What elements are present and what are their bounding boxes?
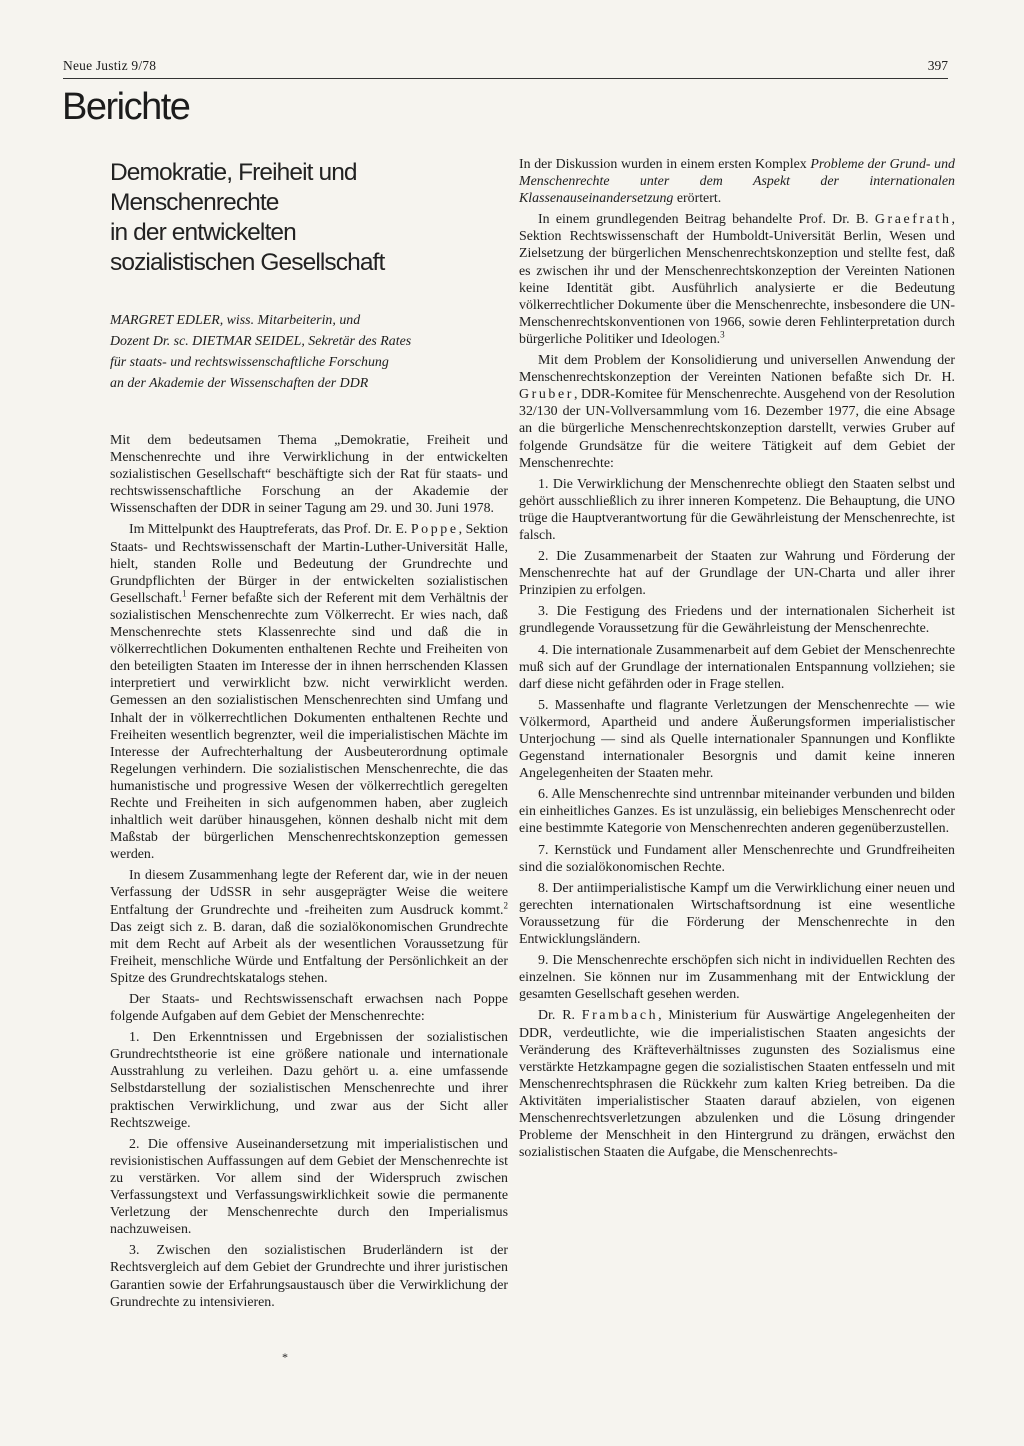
principle-item: 5. Massenhafte und flagrante Verletzungen der Menschenrechte — wie Völkermord, Apartheid und andere Äußerungsformen imperialistischer Unterjochung — sind als Quelle internationaler Spannungen und Konflikte Gegenstand internationaler Besorgnis und damit keine inneren Angelegenheiten der Staaten mehr.	[519, 697, 955, 782]
speaker-name: Poppe	[410, 522, 459, 538]
speaker-name: Gruber	[519, 387, 574, 403]
principle-item: 4. Die internationale Zusammenarbeit auf dem Gebiet der Menschenrechte muß sich auf der Grundlage der internationalen Entspannung vollziehen; sie darf diese nicht gefährden oder in Frage stellen.	[519, 642, 955, 692]
principle-item: 7. Kernstück und Fundament aller Menschenrechte und Grundfreiheiten sind die sozialökonomischen Rechte.	[519, 842, 955, 875]
principle-item: 8. Der antiimperialistische Kampf um die Verwirklichung einer neuen und gerechten internationalen Wirtschaftsordnung ist eine wesentliche Voraussetzung für die Förderung der Menschenrechte in den Entwicklungsländern.	[519, 880, 955, 948]
journal-issue: Neue Justiz 9/78	[63, 58, 157, 73]
byline-line: Dozent Dr. sc. DIETMAR SEIDEL, Sekretär des Rates	[110, 334, 412, 349]
byline-line: für staats- und rechtswissenschaftliche Forschung	[110, 355, 389, 370]
principle-item: 1. Die Verwirklichung der Menschenrechte obliegt den Staaten selbst und gehört ausschließlich zu ihrer inneren Kompetenz. Die Behauptung, die UNO trüge die Hauptverantwortung für die Gewährleistung der Menschenrechte, ist falsch.	[519, 476, 955, 543]
header-rule	[63, 78, 948, 79]
article-title-line: Demokratie, Freiheit und Menschenrechte	[110, 159, 357, 216]
task-item: 1. Den Erkenntnissen und Ergebnissen der sozialistischen Grundrechtstheorie ist eine größere nationale und internationale Ausstrahlung zu verleihen. Dazu gehört u. a. eine umfassende Selbstdarstellung der sozialistischen Menschenrechte und ihrer praktischen Verwirklichung, und zwar aus der Sicht aller Rechtszweige.	[110, 1030, 508, 1131]
left-column	[110, 150, 508, 1315]
article-title-line: sozialistischen Gesellschaft	[110, 249, 385, 276]
byline-line: MARGRET EDLER, wiss. Mitarbeiterin, und	[110, 313, 361, 328]
right-column	[519, 156, 955, 1165]
byline-line: an der Akademie der Wissenschaften der DDR	[110, 376, 369, 391]
task-item: 2. Die offensive Auseinandersetzung mit imperialistischen und revisionistischen Auffassungen auf dem Gebiet der Menschenrechte ist zu verstärken. Vor allem sind der Widerspruch zwischen Verfassungstext und Verfassungswirklichkeit sowie die permanente Verletzung der Menschenrechte durch den Imperialismus nachzuweisen.	[110, 1136, 508, 1238]
section-title: Berichte	[62, 86, 190, 128]
paragraph-main-report: Im Mittelpunkt des Hauptreferats, das Prof. Dr. E. Poppe, Sektion Staats- und Rechtswissenschaft der Martin-Luther-Universität Halle, hielt, standen Rolle und Bedeutung der Grundrechte und Grundpflichten der Bürger in der entwickelten sozialistischen Gesellschaft.$^1$ Ferner befaßte sich der Referent mit dem Verhältnis der sozialistischen Menschenrechte zum Völkerrecht. Er wies nach, daß Menschenrechte stets Klassenrechte sind und daß die in völkerrechtlichen Dokumenten enthaltenen Rechte und Freiheiten von den beteiligten Staaten im Interesse der in ihnen herrschenden Klassen interpretiert und verwirklicht bzw. nicht verwirklicht werden. Gemessen an den sozialistischen Menschenrechten sind Umfang und Inhalt der in völkerrechtlichen Dokumenten enthaltenen Rechte und Freiheiten wesentlich begrenzter, weil die imperialistischen Mächte im Interesse der Aufrechterhaltung der Ausbeuterordnung optimale Regelungen verhindern. Die sozialistischen Menschenrechte, die das humanistische und progressive Wesen der völkerrechtlich geregelten Rechte und Freiheiten in sich aufgenommen haben, aber zugleich inhaltlich weit darüber hinausgehen, können deshalb nicht mit dem Maßstab der bürgerlichen Menschenrechtskonzeption gemessen werden.	[110, 522, 509, 863]
principle-item: 2. Die Zusammenarbeit der Staaten zur Wahrung und Förderung der Menschenrechte hat auf der Grundlage der UN-Charta und aller ihrer Prinzipien zu erfolgen.	[519, 549, 955, 599]
running-head	[63, 58, 948, 80]
footnote-ref[interactable]: 1	[182, 588, 187, 599]
principle-item: 3. Die Festigung des Friedens und der internationalen Sicherheit ist grundlegende Voraussetzung für die Gewährleistung der Menschenrechte.	[519, 604, 955, 637]
paragraph-tasks-intro: Der Staats- und Rechtswissenschaft erwachsen nach Poppe folgende Aufgaben auf dem Gebiet der Menschenrechte:	[110, 992, 508, 1025]
paragraph-graefrath: In einem grundlegenden Beitrag behandelte Prof. Dr. B. Graefrath, Sektion Rechtswissenschaft der Humboldt-Universität Berlin, Wesen und Zielsetzung der bürgerlichen Menschenrechtskonzeption und stellte fest, daß es zwischen ihr und der Menschenrechtskonzeption der Vereinten Nationen keine Identität gibt. Ausführlich analysierte er die Bedeutung völkerrechtlicher Dokumente über die Menschenrechte, insbesondere die UN-Menschenrechtskonventionen von 1966, sowie deren Fehlinterpretation durch bürgerliche Politiker und Ideologen.$^3$	[519, 212, 955, 347]
footnote-ref[interactable]: 2	[503, 899, 508, 910]
paragraph-udssr: In diesem Zusammenhang legte der Referent dar, wie in der neuen Verfassung der UdSSR in sehr ausgeprägter Weise die weitere Entfaltung der Grundrechte und -freiheiten zum Ausdruck kommt.$^2$ Das zeigt sich z. B. daran, daß die sozialökonomischen Grundrechte mit dem Recht auf Arbeit als der wesentlichen Voraussetzung für Freiheit, menschliche Würde und Entfaltung der Persönlichkeit an der Spitze des Grundrechtskatalogs stehen.	[110, 868, 508, 986]
paragraph-discussion: In der Diskussion wurden in einem ersten Komplex Probleme der Grund- und Menschenrechte unter dem Aspekt der internationalen Klassenauseinandersetzung erörtert.	[519, 157, 955, 207]
paragraph-gruber: Mit dem Problem der Konsolidierung und universellen Anwendung der Menschenrechtskonzeption der Vereinten Nationen befaßte sich Dr. H. Gruber, DDR-Komitee für Menschenrechte. Ausgehend von der Resolution 32/130 der UN-Vollversammlung vom 16. Dezember 1977, die eine Absage an die bürgerliche Menschenrechtskonzeption darstellt, verwies Gruber auf folgende Grundsätze für die weitere Tätigkeit auf dem Gebiet der Menschenrechte:	[519, 353, 955, 471]
footnote-ref[interactable]: 3	[720, 329, 725, 340]
principle-item: 9. Die Menschenrechte erschöpfen sich nicht in individuellen Rechten des einzelnen. Sie können nur im Zusammenhang mit der Entwicklung der gesamten Gesellschaft gesehen werden.	[519, 953, 955, 1003]
speaker-name: Frambach	[581, 1008, 659, 1024]
byline	[110, 312, 508, 392]
paragraph-frambach: Dr. R. Frambach, Ministerium für Auswärtige Angelegenheiten der DDR, verdeutlichte, wie die imperialistischen Staaten angesichts der Veränderung des Kräfteverhältnisses zugunsten des Sozialismus eine verstärkte Hetzkampagne gegen die sozialistischen Staaten entfesseln und mit Menschenrechtsphrasen die Rückkehr zum kalten Krieg betreiben. Da die Aktivitäten imperialistischer Staaten darauf abzielen, von eigenen Menschenrechtsverletzungen abzulenken und die Lösung dringender Probleme der Menschheit in den Hintergrund zu drängen, erwächst den sozialistischen Staaten die Aufgabe, die Menschenrechts-	[519, 1008, 955, 1161]
speaker-name: Graefrath	[874, 212, 952, 228]
page-number: 397	[927, 58, 948, 73]
paragraph-intro: Mit dem bedeutsamen Thema „Demokratie, Freiheit und Menschenrechte und ihre Verwirklichung in der entwickelten sozialistischen Gesellschaft“ beschäftigte sich der Rat für staats- und rechtswissenschaftliche Forschung an der Akademie der Wissenschaften der DDR in seiner Tagung am 29. und 30. Juni 1978.	[110, 433, 508, 517]
article-title-line: in der entwickelten	[110, 219, 296, 246]
task-item: 3. Zwischen den sozialistischen Bruderländern ist der Rechtsvergleich auf dem Gebiet der Grundrechte und ihrer juristischen Garantien sowie der Erfahrungsaustausch über die Verwirklichung der Grundrechte zu intensivieren.	[110, 1243, 508, 1310]
principle-item: 6. Alle Menschenrechte sind untrennbar miteinander verbunden und bilden ein einheitliches Ganzes. Es ist unzulässig, ein beliebiges Menschenrecht oder eine bestimmte Kategorie von Menschenrechten anderen gegenüberzustellen.	[519, 787, 955, 837]
article-title	[110, 158, 508, 278]
print-mark: *	[282, 1350, 288, 1364]
